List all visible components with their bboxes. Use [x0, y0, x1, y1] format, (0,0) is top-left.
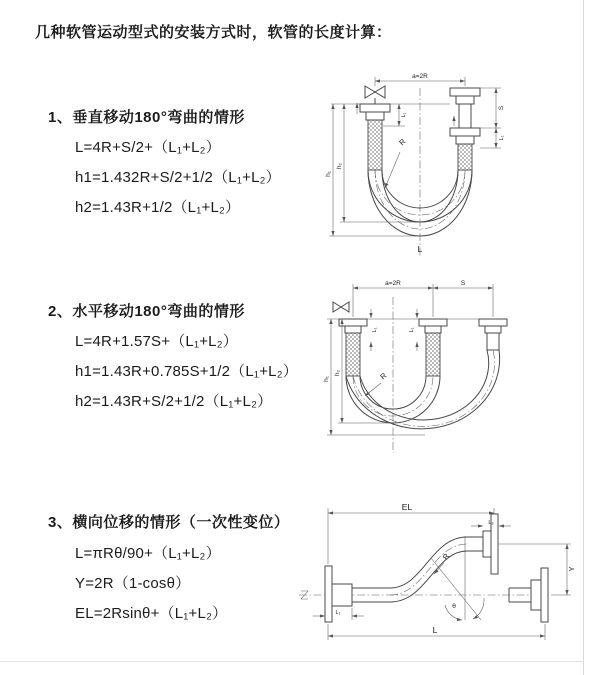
section-1-formula-h1: h1=1.432R+S/2+1/2（L₁+L₂） — [75, 169, 281, 186]
el-label: EL — [401, 502, 413, 512]
section-1-heading: 1、垂直移动180°弯曲的情形 — [48, 109, 245, 126]
right-flange-lower-position — [450, 128, 480, 144]
section-3-formula-L: L=πRθ/90+（L₁+L₂） — [75, 545, 221, 562]
l1-left-label: L₁ — [372, 327, 378, 333]
left-flange — [360, 104, 390, 120]
l2-label: L₂ — [488, 520, 494, 526]
s-curve-hose — [390, 537, 467, 602]
diagram-lateral-displacement — [295, 498, 595, 648]
l1-label: L₁ — [335, 610, 341, 616]
middle-flange — [419, 319, 447, 333]
radius-callout — [365, 371, 389, 396]
h1-label: h₁ — [323, 376, 330, 382]
dimension-l1-right — [480, 128, 505, 148]
dimension-span-a2r — [353, 280, 493, 317]
angle-construction — [431, 536, 484, 620]
right-flange-upper-position — [450, 88, 480, 104]
right-pipe — [487, 333, 499, 350]
left-braided-hose — [346, 333, 360, 376]
l-label: L — [432, 625, 438, 635]
s-label: S — [498, 105, 505, 111]
section-2-formula-h2: h2=1.43R+S/2+1/2（L₁+L₂） — [75, 393, 273, 410]
theta-label: θ — [452, 603, 456, 610]
l1-left-label: L₁ — [401, 112, 407, 118]
page-scan-edge-right — [583, 0, 584, 675]
left-flange — [339, 319, 367, 333]
section-1-formula-L: L=4R+S/2+（L₁+L₂） — [75, 139, 221, 156]
left-braided-hose — [368, 120, 382, 170]
diagram-horizontal-180-bend — [313, 275, 528, 460]
middle-braided-hose — [426, 333, 440, 376]
dimension-l1 — [313, 608, 364, 620]
section-3-formula-Y: Y=2R（1-cosθ） — [75, 575, 191, 592]
r-label: R — [378, 370, 389, 382]
valve-icon — [333, 302, 349, 312]
s-label: S — [460, 280, 466, 287]
radius-callout — [385, 137, 408, 188]
l1-right-label: L₁ — [499, 135, 505, 141]
y-label: Y — [567, 566, 576, 572]
span-label: a=2R — [385, 280, 401, 287]
span-label: a=2R — [412, 73, 428, 80]
dimension-l1-left — [371, 309, 378, 351]
h2-label: h₂ — [334, 369, 341, 377]
dimension-l1-middle — [409, 309, 417, 351]
page-scan-edge-bottom — [0, 661, 584, 662]
dimension-stroke-s — [480, 88, 505, 128]
l1-mid-label: L₁ — [409, 327, 415, 333]
section-3-heading: 3、横向位移的情形（一次性变位） — [48, 514, 290, 531]
section-1-formula-h2: h2=1.43R+1/2（L₁+L₂） — [75, 199, 241, 216]
r-label: R — [397, 136, 408, 148]
page-title: 几种软管运动型式的安装方式时，软管的长度计算： — [35, 24, 392, 41]
dimension-el — [328, 502, 494, 564]
dimension-l2 — [471, 520, 511, 526]
h1-label: h₁ — [325, 171, 332, 177]
section-2-heading: 2、水平移动180°弯曲的情形 — [48, 303, 245, 320]
dimension-l — [328, 624, 545, 640]
l-label: L — [417, 244, 423, 254]
valve-icon — [365, 86, 385, 104]
section-2-formula-L: L=4R+1.57S+（L₁+L₂） — [75, 333, 238, 350]
section-2-formula-h1: h1=1.43R+0.785S+1/2（L₁+L₂） — [75, 363, 298, 380]
right-braided-hose — [458, 144, 472, 170]
dimension-span-a2r — [375, 73, 465, 86]
r-label: R — [440, 551, 452, 562]
right-flange-moved-position — [479, 319, 507, 333]
hose-u-curves — [346, 350, 500, 429]
dimension-stroke-s — [433, 280, 493, 288]
diagram-vertical-180-bend — [313, 68, 528, 263]
right-pipe — [459, 104, 471, 128]
h2-label: h₂ — [336, 162, 343, 170]
section-3-formula-EL: EL=2Rsinθ+（L₁+L₂） — [75, 605, 228, 622]
